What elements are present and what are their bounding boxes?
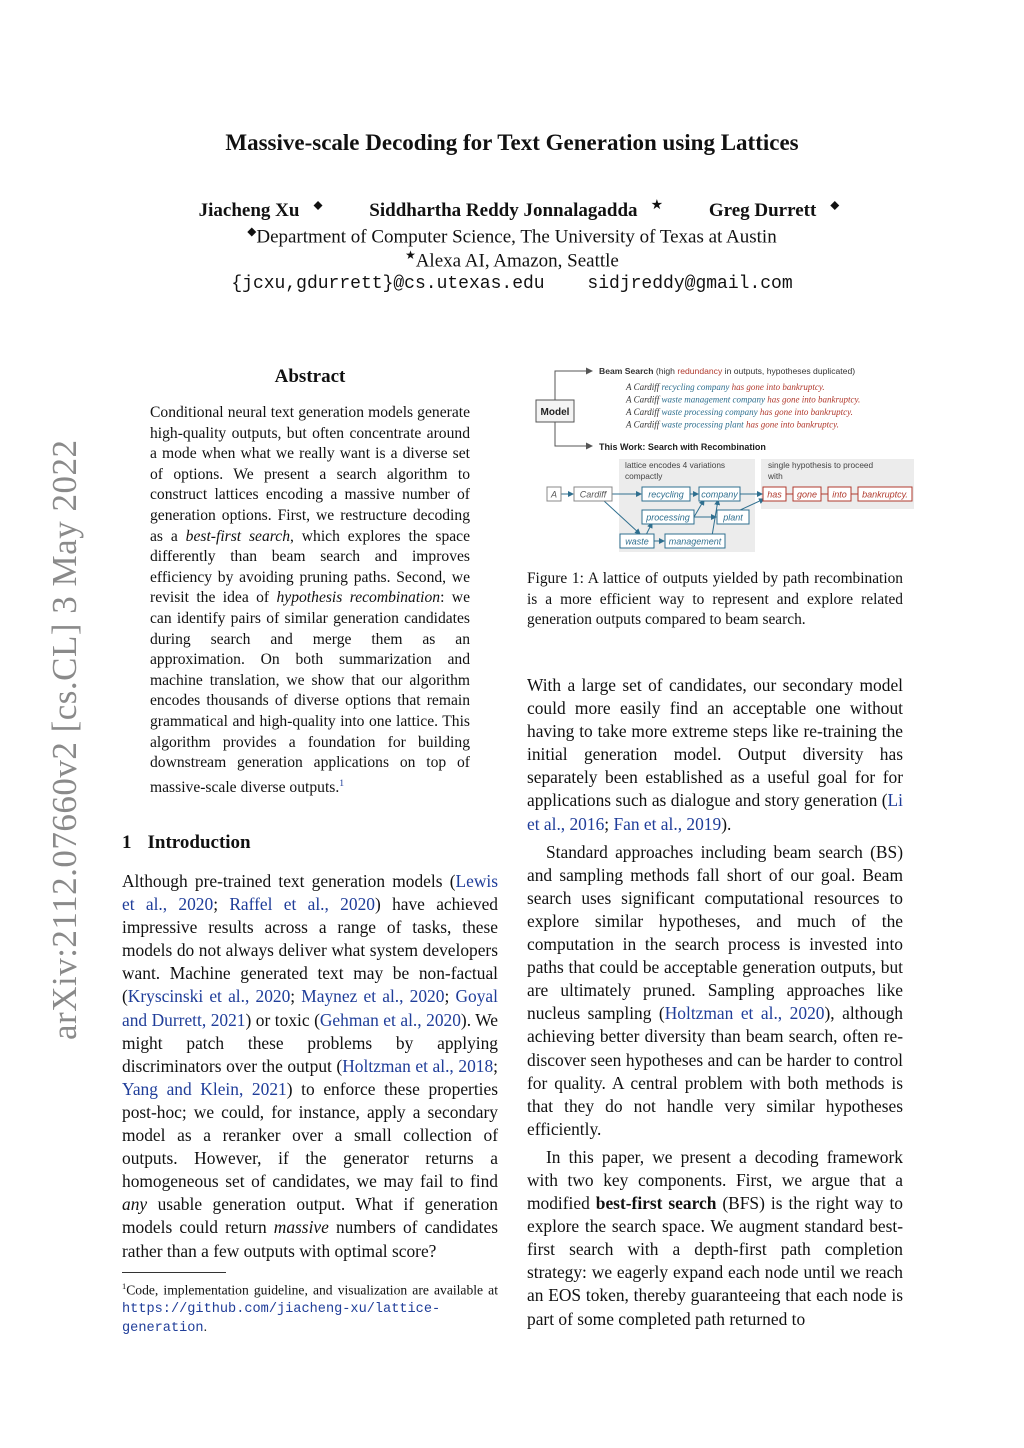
node-bankruptcy-label: bankruptcy. — [862, 489, 908, 500]
citation-yang[interactable]: Yang and Klein, 2021 — [122, 1078, 287, 1099]
author-2: Siddhartha Reddy Jonnalagadda ★ — [369, 199, 663, 222]
node-plant-label: plant — [723, 512, 743, 523]
citation-li[interactable]: Li et al., 2016 — [527, 790, 903, 834]
footnote: $^1$Code, implementation guideline, and visualization are available at https://github.com/jiacheng-xu/lattice-generation. — [122, 1281, 498, 1336]
citation-raffel[interactable]: Raffel et al., 2020 — [229, 894, 375, 915]
affiliation-1: ◆Department of Computer Science, The University of Texas at Austin — [247, 225, 777, 248]
paper-title: Massive-scale Decoding for Text Generation using Lattices — [225, 130, 799, 155]
email-line — [0, 274, 1024, 294]
arxiv-stamp: arXiv:2112.07660v2 [cs.CL] 3 May 2022 — [45, 439, 84, 1040]
citation-fan[interactable]: Fan et al., 2019 — [613, 813, 722, 834]
node-company-label: company — [701, 489, 738, 500]
this-work-title: This Work: Search with Recombination — [599, 442, 766, 452]
citation-kryscinski[interactable]: Kryscinski et al., 2020 — [127, 986, 291, 1007]
node-gone-label: gone — [796, 489, 818, 500]
citation-holtzman-2020[interactable]: Holtzman et al., 2020 — [664, 1003, 825, 1024]
paragraph-diversity: With a large set of candidates, our secondary model could more easily find an acceptable one without having to take more extreme steps like re-training the initial generation model. Output diversity has separately been established as a useful goal for for applications such as dialogue and story generation (Li et al., 2016; Fan et al., 2019). — [527, 675, 903, 834]
abstract-heading: Abstract — [274, 366, 346, 387]
node-has-label: has — [767, 489, 782, 500]
node-waste-label: waste — [625, 536, 649, 547]
paragraph-standard-approaches: Standard approaches including beam search (BS) and sampling methods fall short of our goal. Beam search uses significant computational resources to explore similar hypotheses, and much of the computation in the search process is invested into paths that could be acceptable generation outputs, but are ultimately pruned. Sampling approaches like nucleus sampling (Holtzman et al., 2020), although achieving better diversity than beam search, often re-discover seen hypotheses and can be harder to control for quality. A central problem with both methods is that they do not handle very similar hypotheses efficiently. — [527, 841, 903, 1139]
single-note-line2: with — [768, 471, 783, 481]
footnote-rule — [122, 1272, 226, 1273]
paragraph-framework: In this paper, we present a decoding framework with two key components. First, we argue that a modified best-first search (BFS) is the right way to explore the search space. We augment standard best-first search with a depth-first path completion strategy: we eagerly expand each node until we reach an EOS token, thereby guaranteeing that each node is part of some completed path returned to — [527, 1146, 904, 1329]
citation-holtzman-2018[interactable]: Holtzman et al., 2018 — [342, 1055, 494, 1076]
beam-output-3: A Cardiff waste processing company has gone into bankruptcy. — [626, 407, 853, 417]
arrow-to-lattice — [555, 422, 592, 446]
intro-paragraph: Although pre-trained text generation models (Lewis et al., 2020; Raffel et al., 2020) have achieved impressive results across a range of tasks, these models do not always deliver what system developers want. Machine generated text may be non-factual (Kryscinski et al., 2020; Maynez et al., 2020; Goyal and Durrett, 2021) or toxic (Gehman et al., 2020). We might patch these problems by applying discriminators over the output (Holtzman et al., 2018; Yang and Klein, 2021) to enforce these properties post-hoc; we could, for instance, apply a secondary model as a reranker over a small collection of outputs. However, if the generator returns a homogeneous set of candidates, we may fail to find any usable generation output. What if generation models could return massive numbers of candidates rather than a few outputs with optimal score? — [122, 871, 498, 1261]
beam-output-2: A Cardiff waste management company has gone into bankruptcy. — [626, 394, 861, 405]
citation-maynez[interactable]: Maynez et al., 2020 — [301, 986, 445, 1007]
node-into-label: into — [832, 489, 847, 500]
beam-output-4: A Cardiff waste processing plant has gone into bankruptcy. — [626, 419, 839, 430]
arrow-to-beam — [555, 371, 592, 400]
beam-output-1: A Cardiff recycling company has gone into bankruptcy. — [626, 382, 825, 392]
single-note-line1: single hypothesis to proceed — [768, 460, 874, 470]
beam-search-title: Beam Search (high redundancy in outputs, hypotheses duplicated) — [599, 366, 856, 376]
node-recycling-label: recycling — [648, 489, 684, 500]
citation-gehman[interactable]: Gehman et al., 2020 — [319, 1009, 461, 1030]
node-management-label: management — [668, 536, 722, 547]
node-cardiff-label: Cardiff — [579, 489, 607, 500]
citation-lewis[interactable]: Lewis et al., 2020 — [122, 871, 498, 915]
affiliation-2: ★Alexa AI, Amazon, Seattle — [405, 249, 619, 272]
section-heading-introduction: 1 Introduction — [122, 832, 251, 853]
node-processing-label: processing — [646, 512, 690, 523]
figure-1-caption: Figure 1: A lattice of outputs yielded by path recombination is a more efficient way to represent and explore related generation outputs compared to beam search. — [527, 570, 903, 628]
author-list — [0, 198, 1024, 222]
lattice-note-line2: compactly — [625, 471, 663, 481]
right-column-text — [527, 674, 903, 1331]
figure-1-lattice-diagram — [528, 358, 918, 558]
node-a-label: A — [550, 489, 558, 500]
email-1: {jcxu,gdurrett}@cs.utexas.edu — [231, 274, 545, 294]
author-1: Jiacheng Xu ◆ — [198, 199, 323, 222]
footnote-ref[interactable]: 1 — [339, 777, 345, 789]
author-3: Greg Durrett ◆ — [708, 199, 840, 222]
abstract-body: Conditional neural text generation models generate high-quality outputs, but often concentrate around a mode when what we really want is a diverse set of options. We present a search algorithm to construct lattices encoding a massive number of generation options. First, we restructure decoding as a best-first search, which explores the space differently than beam search and improves efficiency by avoiding pruning paths. Second, we revisit the idea of hypothesis recombination: we can identify pairs of similar generation candidates during search and merge them as an approximation. On both summarization and machine translation, we show that our algorithm encodes thousands of diverse options that remain grammatical and high-quality into one lattice. This algorithm provides a foundation for building downstream generation applications on top of massive-scale diverse outputs.$^1$ — [150, 404, 471, 796]
lattice-note-line1: lattice encodes 4 variations — [625, 460, 726, 470]
model-label: Model — [540, 407, 570, 418]
github-link[interactable]: https://github.com/jiacheng-xu/lattice-generation — [122, 1301, 441, 1336]
email-2: sidjreddy@gmail.com — [587, 274, 793, 294]
citation-goyal[interactable]: Goyal and Durrett, 2021 — [122, 986, 498, 1030]
